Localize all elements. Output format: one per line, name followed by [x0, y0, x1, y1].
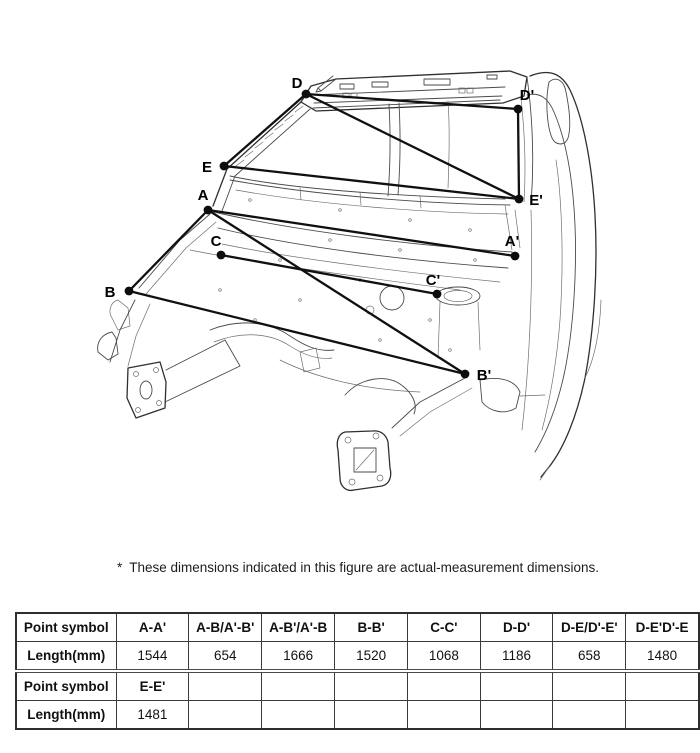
measure-line-D-E	[224, 94, 306, 166]
point-dot-A	[204, 206, 213, 215]
length-value-cell: 1480	[626, 642, 699, 672]
car-body-illustration	[98, 71, 601, 490]
point-symbol-cell: A-A'	[116, 613, 189, 642]
point-dot-C	[217, 251, 226, 260]
point-symbol-cell: C-C'	[407, 613, 480, 642]
measure-line-D-E'	[306, 94, 519, 199]
length-value-cell	[407, 701, 480, 730]
point-dot-C'	[433, 290, 442, 299]
point-symbol-cell: D-D'	[480, 613, 553, 642]
point-symbol-cell: E-E'	[116, 671, 189, 701]
point-symbol-cell: A-B'/A'-B	[262, 613, 335, 642]
point-label-C: C	[210, 233, 222, 250]
measure-line-A-A'	[208, 210, 515, 256]
length-value-cell: 1520	[335, 642, 408, 672]
dimensions-table	[15, 612, 700, 730]
table-row	[16, 701, 699, 730]
figure-note	[0, 560, 700, 575]
length-value-cell: 1068	[407, 642, 480, 672]
length-value-cell: 1666	[262, 642, 335, 672]
length-value-cell	[480, 701, 553, 730]
length-value-cell	[553, 701, 626, 730]
point-label-D: D	[291, 75, 303, 92]
point-label-A': A'	[504, 233, 520, 250]
table-row	[16, 642, 699, 672]
note-asterisk: *	[117, 560, 123, 575]
length-value-cell	[262, 701, 335, 730]
point-dot-E	[220, 162, 229, 171]
note-text: These dimensions indicated in this figure are actual-measurement dimensions.	[129, 560, 600, 575]
row-header-cell: Point symbol	[16, 613, 116, 642]
point-label-D': D'	[519, 87, 535, 104]
point-dot-A'	[511, 252, 520, 261]
point-dot-B'	[461, 370, 470, 379]
point-symbol-cell	[480, 671, 553, 701]
point-symbol-cell	[626, 671, 699, 701]
point-dot-E'	[515, 195, 524, 204]
point-label-E': E'	[529, 192, 543, 209]
measurement-overlay	[105, 75, 543, 384]
length-value-cell: 1544	[116, 642, 189, 672]
length-value-cell: 1481	[116, 701, 189, 730]
length-value-cell	[626, 701, 699, 730]
length-value-cell	[335, 701, 408, 730]
length-value-cell: 658	[553, 642, 626, 672]
point-label-B': B'	[476, 367, 492, 384]
measure-line-A-B	[129, 210, 208, 291]
length-value-cell: 654	[189, 642, 262, 672]
point-symbol-cell: B-B'	[335, 613, 408, 642]
point-symbol-cell	[335, 671, 408, 701]
length-value-cell: 1186	[480, 642, 553, 672]
measure-line-D'-E'	[518, 109, 519, 199]
point-label-E: E	[201, 159, 213, 176]
point-dot-B	[125, 287, 134, 296]
row-header-cell: Point symbol	[16, 671, 116, 701]
point-symbol-cell: D-E'D'-E	[626, 613, 699, 642]
point-dot-D	[302, 90, 311, 99]
point-symbol-cell: D-E/D'-E'	[553, 613, 626, 642]
point-dot-D'	[514, 105, 523, 114]
length-value-cell	[189, 701, 262, 730]
point-symbol-cell	[262, 671, 335, 701]
point-symbol-cell	[553, 671, 626, 701]
point-symbol-cell	[407, 671, 480, 701]
point-label-C': C'	[425, 272, 441, 289]
row-header-cell: Length(mm)	[16, 642, 116, 672]
point-symbol-cell: A-B/A'-B'	[189, 613, 262, 642]
row-header-cell: Length(mm)	[16, 701, 116, 730]
table-row	[16, 613, 699, 642]
point-label-A: A	[197, 187, 209, 204]
point-symbol-cell	[189, 671, 262, 701]
point-label-B: B	[104, 284, 116, 301]
table-row	[16, 671, 699, 701]
measure-line-B-B'	[129, 291, 465, 374]
